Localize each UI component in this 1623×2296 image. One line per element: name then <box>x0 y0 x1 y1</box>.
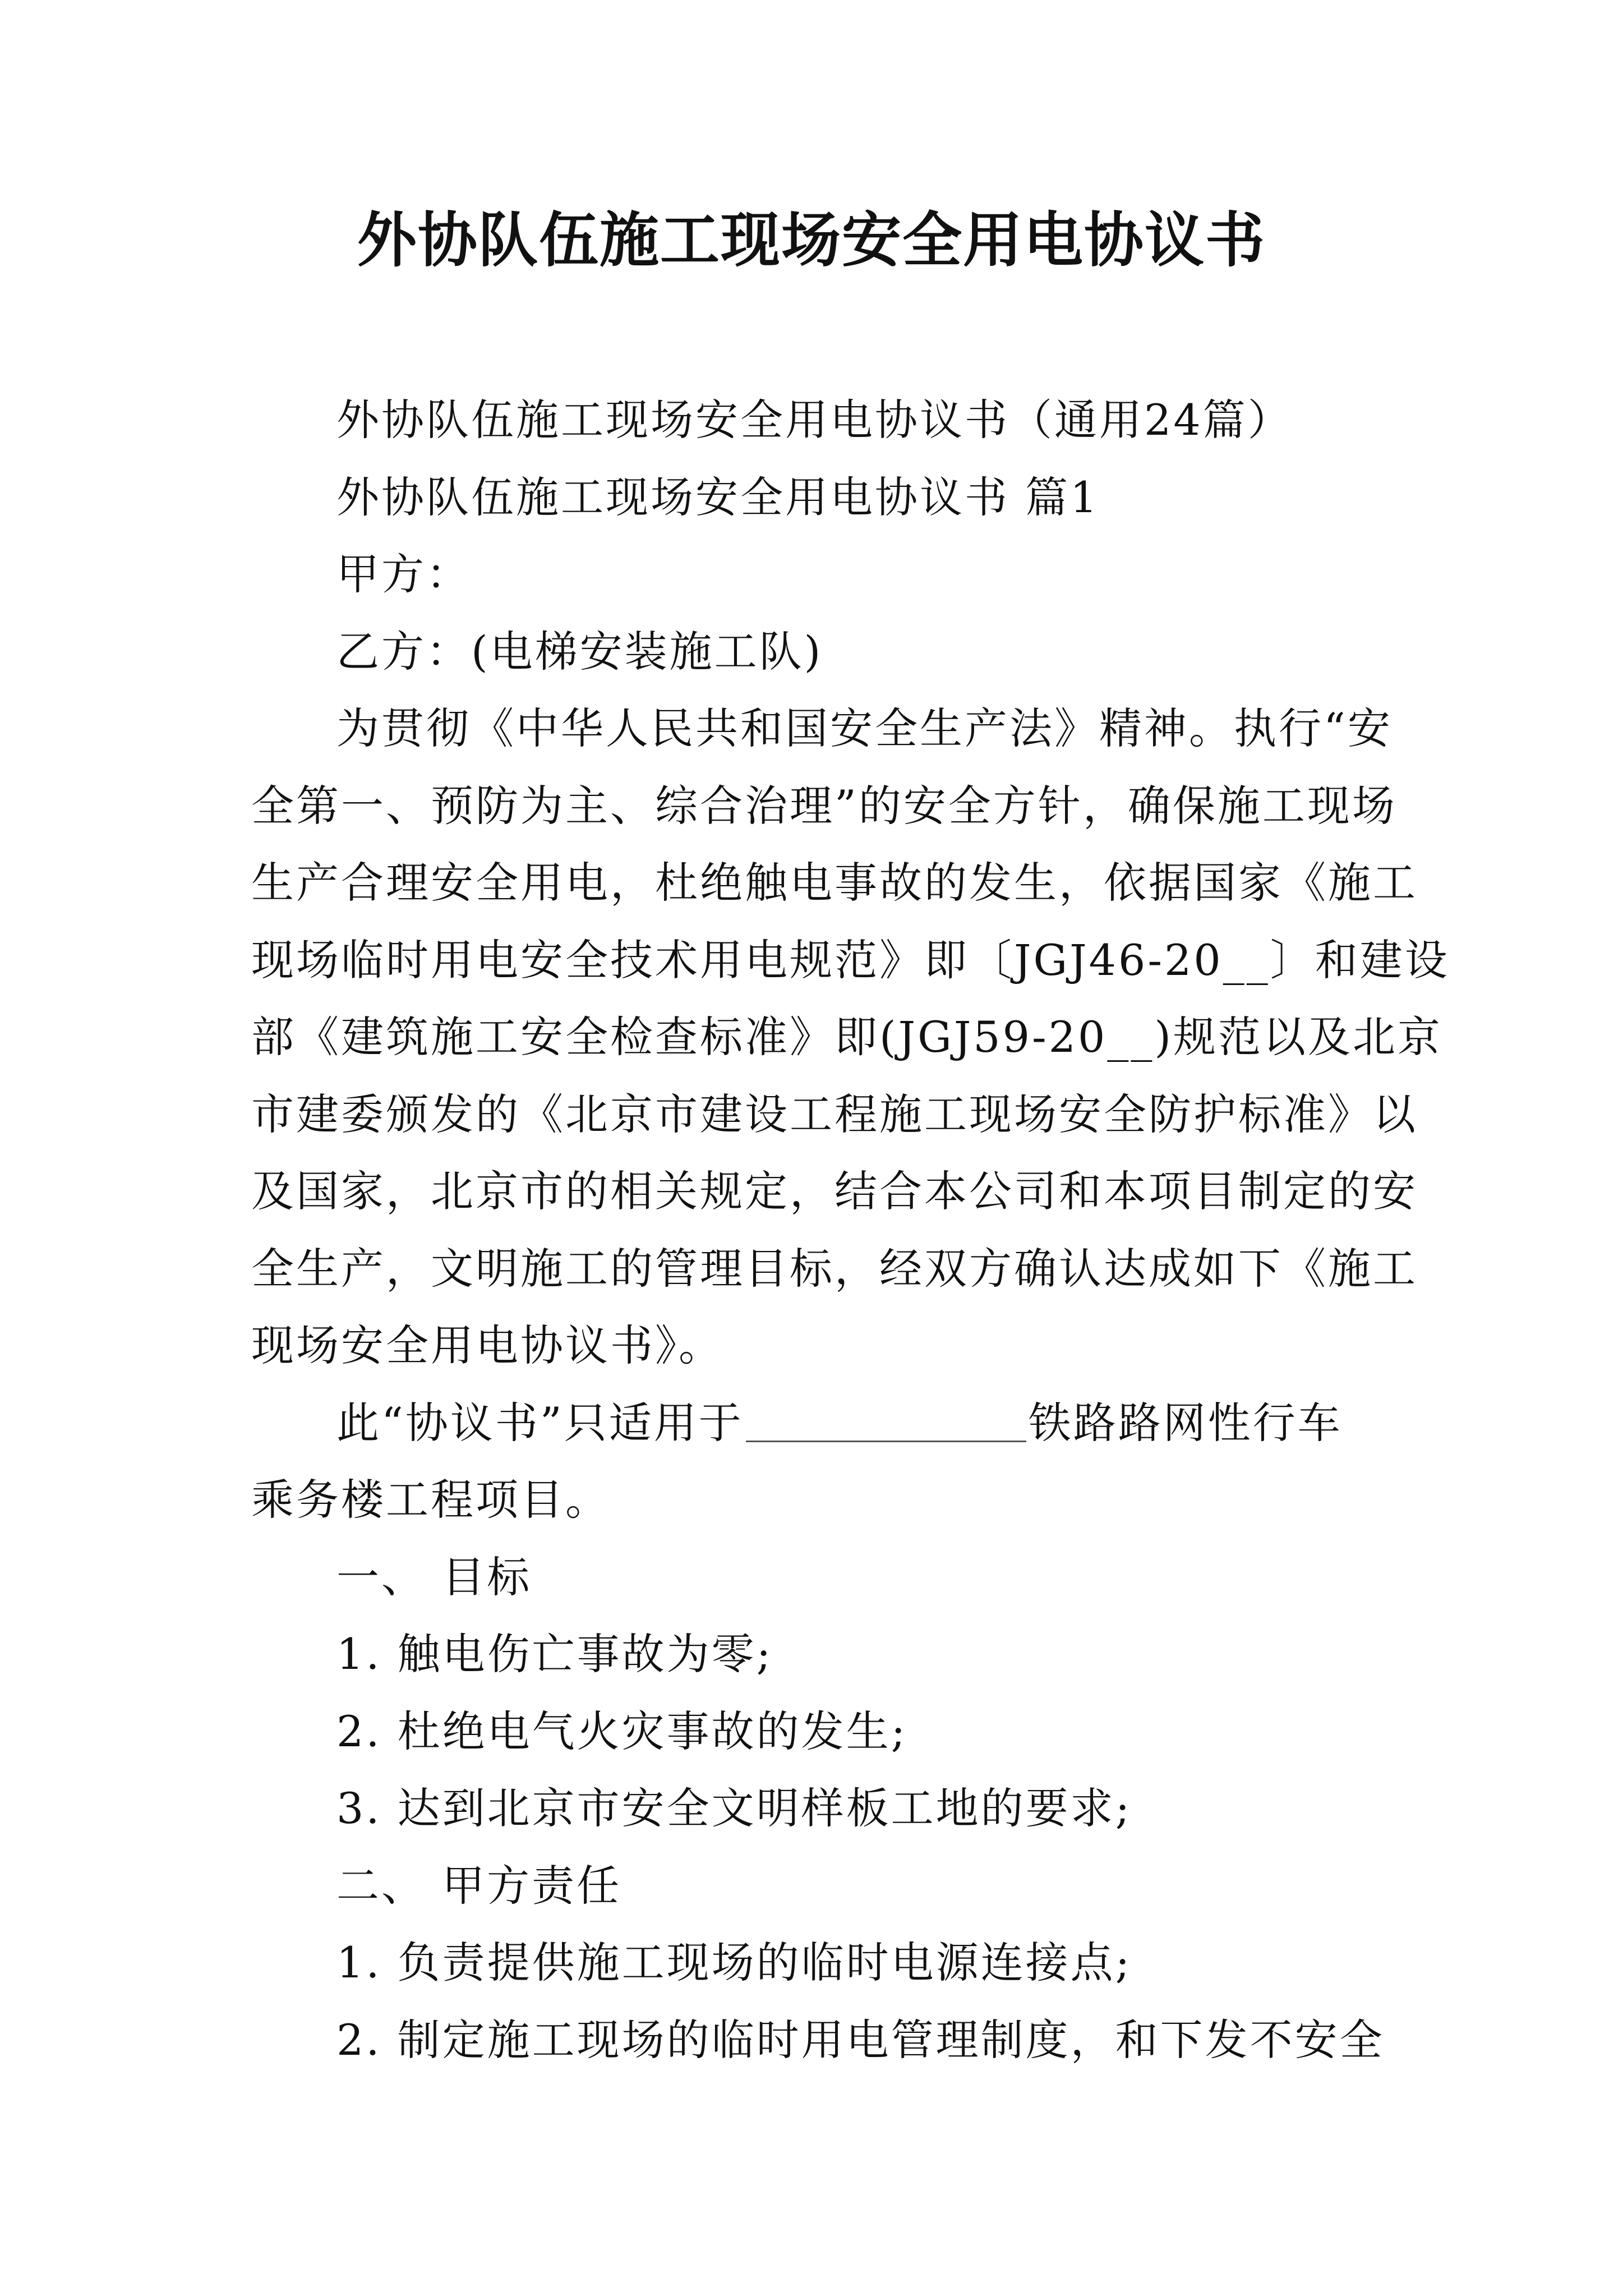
scope-paragraph <box>251 1384 1372 1539</box>
intro-paragraph <box>251 690 1450 1384</box>
section2-heading <box>251 1847 1372 1925</box>
scope-text-before: 此“协议书”只适用于 <box>336 1397 744 1448</box>
list-item-text: 2. 杜绝电气火灾事故的发生; <box>336 1706 908 1756</box>
list-item <box>251 1924 1372 2001</box>
section-heading-text: 外协队伍施工现场安全用电协议书 篇1 <box>336 472 1100 522</box>
document-body <box>251 381 1450 2078</box>
party-b-text: 乙方：(电梯安装施工队) <box>336 626 823 677</box>
list-item <box>251 1693 1372 1770</box>
party-a-text: 甲方： <box>336 549 471 599</box>
scope-line: 乘务楼工程项目。 <box>251 1475 610 1525</box>
section1-heading <box>251 1539 1372 1616</box>
list-item <box>251 1770 1372 1847</box>
intro-line: 市建委颁发的《北京市建设工程施工现场安全防护标准》以 <box>251 1089 1418 1139</box>
document-title: 外协队伍施工现场安全用电协议书 <box>357 205 1266 275</box>
list-item-text: 3. 达到北京市安全文明样板工地的要求; <box>336 1783 1132 1833</box>
scope-line <box>251 1384 1372 1462</box>
list-item-text: 1. 负责提供施工现场的临时电源连接点; <box>336 1938 1132 1987</box>
list-item-text: 2. 制定施工现场的临时用电管理制度，和下发不安全 <box>336 2014 1385 2065</box>
subtitle-text: 外协队伍施工现场安全用电协议书（通用24篇） <box>336 395 1293 445</box>
subtitle <box>251 381 1372 459</box>
list-item <box>251 1616 1372 1693</box>
list-item-text: 1. 触电伤亡事故为零; <box>336 1629 773 1679</box>
intro-line: 现场安全用电协议书》。 <box>251 1320 723 1370</box>
intro-line: 生产合理安全用电，杜绝触电事故的发生，依据国家《施工 <box>251 858 1418 908</box>
scope-text-after: 铁路路网性行车 <box>1028 1397 1343 1448</box>
section2-heading-text: 二、 甲方责任 <box>336 1860 622 1911</box>
party-b <box>251 613 1372 691</box>
intro-line: 全第一、预防为主、综合治理”的安全方针，确保施工现场 <box>251 780 1397 831</box>
fill-in-blank <box>746 1398 1026 1442</box>
section1-heading-text: 一、 目标 <box>336 1552 532 1602</box>
intro-line: 全生产，文明施工的管理目标，经双方确认达成如下《施工 <box>251 1243 1418 1294</box>
intro-line: 部《建筑施工安全检查标准》即(JGJ59-20__)规范以及北京 <box>251 1012 1443 1062</box>
intro-line: 为贯彻《中华人民共和国安全生产法》精神。执行“安 <box>336 703 1393 753</box>
party-a <box>251 536 1372 613</box>
intro-line: 现场临时用电安全技术用电规范》即〔JGJ46-20__〕和建设 <box>251 935 1450 985</box>
list-item <box>251 2001 1385 2079</box>
section-heading <box>251 459 1372 536</box>
intro-line: 及国家，北京市的相关规定，结合本公司和本项目制定的安 <box>251 1166 1418 1216</box>
